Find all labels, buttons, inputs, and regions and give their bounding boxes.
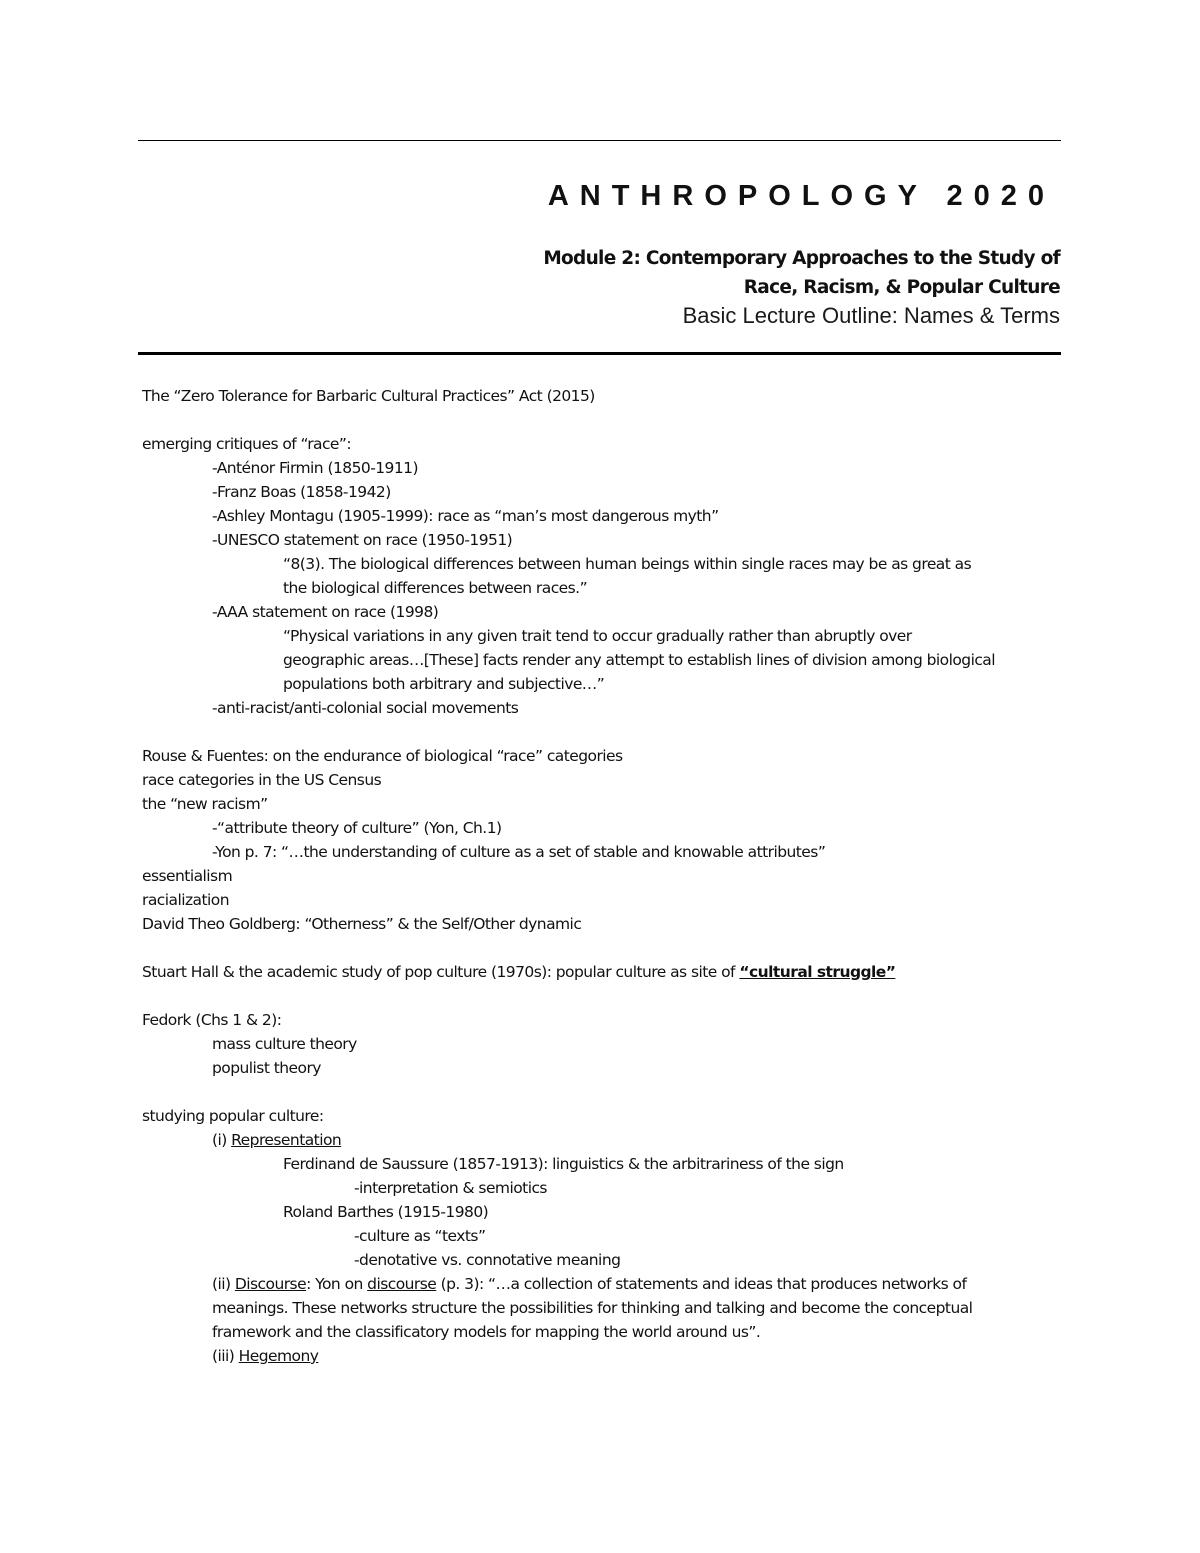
aaa-quote-line-2: geographic areas…[These] facts render any attempt to establish lines of division among biological — [283, 651, 996, 669]
unesco-item: -UNESCO statement on race (1950-1951) — [212, 531, 513, 549]
representation-number: (i) — [212, 1131, 232, 1149]
stuart-hall-text: Stuart Hall & the academic study of pop culture (1970s): popular culture as site of — [142, 963, 740, 981]
aaa-quote-line-3: populations both arbitrary and subjective…” — [283, 675, 605, 693]
spacer — [142, 936, 1072, 960]
barthes-item: Roland Barthes (1915-1980) — [283, 1203, 489, 1221]
texts-item: -culture as “texts” — [354, 1227, 486, 1245]
spacer — [142, 720, 1072, 744]
populist-item: populist theory — [212, 1059, 321, 1077]
yon-quote-item: -Yon p. 7: “…the understanding of culture as a set of stable and knowable attributes” — [212, 843, 826, 861]
meaning-item: -denotative vs. connotative meaning — [354, 1251, 621, 1269]
studying-heading: studying popular culture: — [142, 1107, 324, 1125]
hegemony-item — [142, 1344, 1072, 1368]
discourse-quote-line-3: framework and the classificatory models for mapping the world around us”. — [212, 1323, 761, 1341]
cultural-struggle-term: “cultural struggle” — [739, 963, 896, 981]
new-racism-item: the “new racism” — [142, 795, 268, 813]
representation-term: Representation — [231, 1131, 342, 1149]
unesco-quote-line-1: “8(3). The biological differences between human beings within single races may be as great as — [283, 555, 972, 573]
stuart-hall-item — [142, 960, 1072, 984]
discourse-term: Discourse — [234, 1275, 307, 1293]
discourse-item — [142, 1272, 1072, 1296]
discourse-quote-start: (p. 3): “…a collection of statements and ideas that produces networks of — [436, 1275, 967, 1293]
hegemony-number: (iii) — [212, 1347, 239, 1365]
act-title: The “Zero Tolerance for Barbaric Cultural Practices” Act (2015) — [142, 387, 595, 405]
outline-subtitle: Basic Lecture Outline: Names & Terms — [682, 303, 1060, 328]
spacer — [142, 408, 1072, 432]
unesco-quote-line-2: the biological differences between races.” — [283, 579, 588, 597]
representation-item — [142, 1128, 1072, 1152]
discourse-number: (ii) — [212, 1275, 235, 1293]
header-bottom-rule — [138, 352, 1061, 355]
course-title: ANTHROPOLOGY 2020 — [547, 180, 1055, 212]
discourse-word: discourse — [367, 1275, 437, 1293]
discourse-text: : Yon on — [306, 1275, 368, 1293]
racialization-item: racialization — [142, 891, 229, 909]
critiques-heading: emerging critiques of “race”: — [142, 435, 352, 453]
census-item: race categories in the US Census — [142, 771, 382, 789]
discourse-quote-line-2: meanings. These networks structure the possibilities for thinking and talking and become the conceptual — [212, 1299, 973, 1317]
attribute-theory-item: -“attribute theory of culture” (Yon, Ch.1) — [212, 819, 502, 837]
spacer — [142, 1080, 1072, 1104]
top-rule — [138, 140, 1061, 141]
aaa-item: -AAA statement on race (1998) — [212, 603, 439, 621]
saussure-item: Ferdinand de Saussure (1857-1913): linguistics & the arbitrariness of the sign — [283, 1155, 844, 1173]
fedork-heading: Fedork (Chs 1 & 2): — [142, 1011, 282, 1029]
essentialism-item: essentialism — [142, 867, 233, 885]
module-title-line-1: Module 2: Contemporary Approaches to the Study of — [543, 248, 1060, 269]
rouse-fuentes-item: Rouse & Fuentes: on the endurance of biological “race” categories — [142, 747, 623, 765]
hegemony-term: Hegemony — [238, 1347, 319, 1365]
boas-item: -Franz Boas (1858-1942) — [212, 483, 391, 501]
semiotics-item: -interpretation & semiotics — [354, 1179, 547, 1197]
social-movements-item: -anti-racist/anti-colonial social movements — [212, 699, 519, 717]
module-title-line-2: Race, Racism, & Popular Culture — [743, 277, 1060, 298]
aaa-quote-line-1: “Physical variations in any given trait tend to occur gradually rather than abruptly over — [283, 627, 912, 645]
goldberg-item: David Theo Goldberg: “Otherness” & the Self/Other dynamic — [142, 915, 582, 933]
lecture-outline — [142, 384, 1072, 1368]
mass-culture-item: mass culture theory — [212, 1035, 357, 1053]
firmin-item: -Anténor Firmin (1850-1911) — [212, 459, 418, 477]
spacer — [142, 984, 1072, 1008]
montagu-item: -Ashley Montagu (1905-1999): race as “man’s most dangerous myth” — [212, 507, 719, 525]
